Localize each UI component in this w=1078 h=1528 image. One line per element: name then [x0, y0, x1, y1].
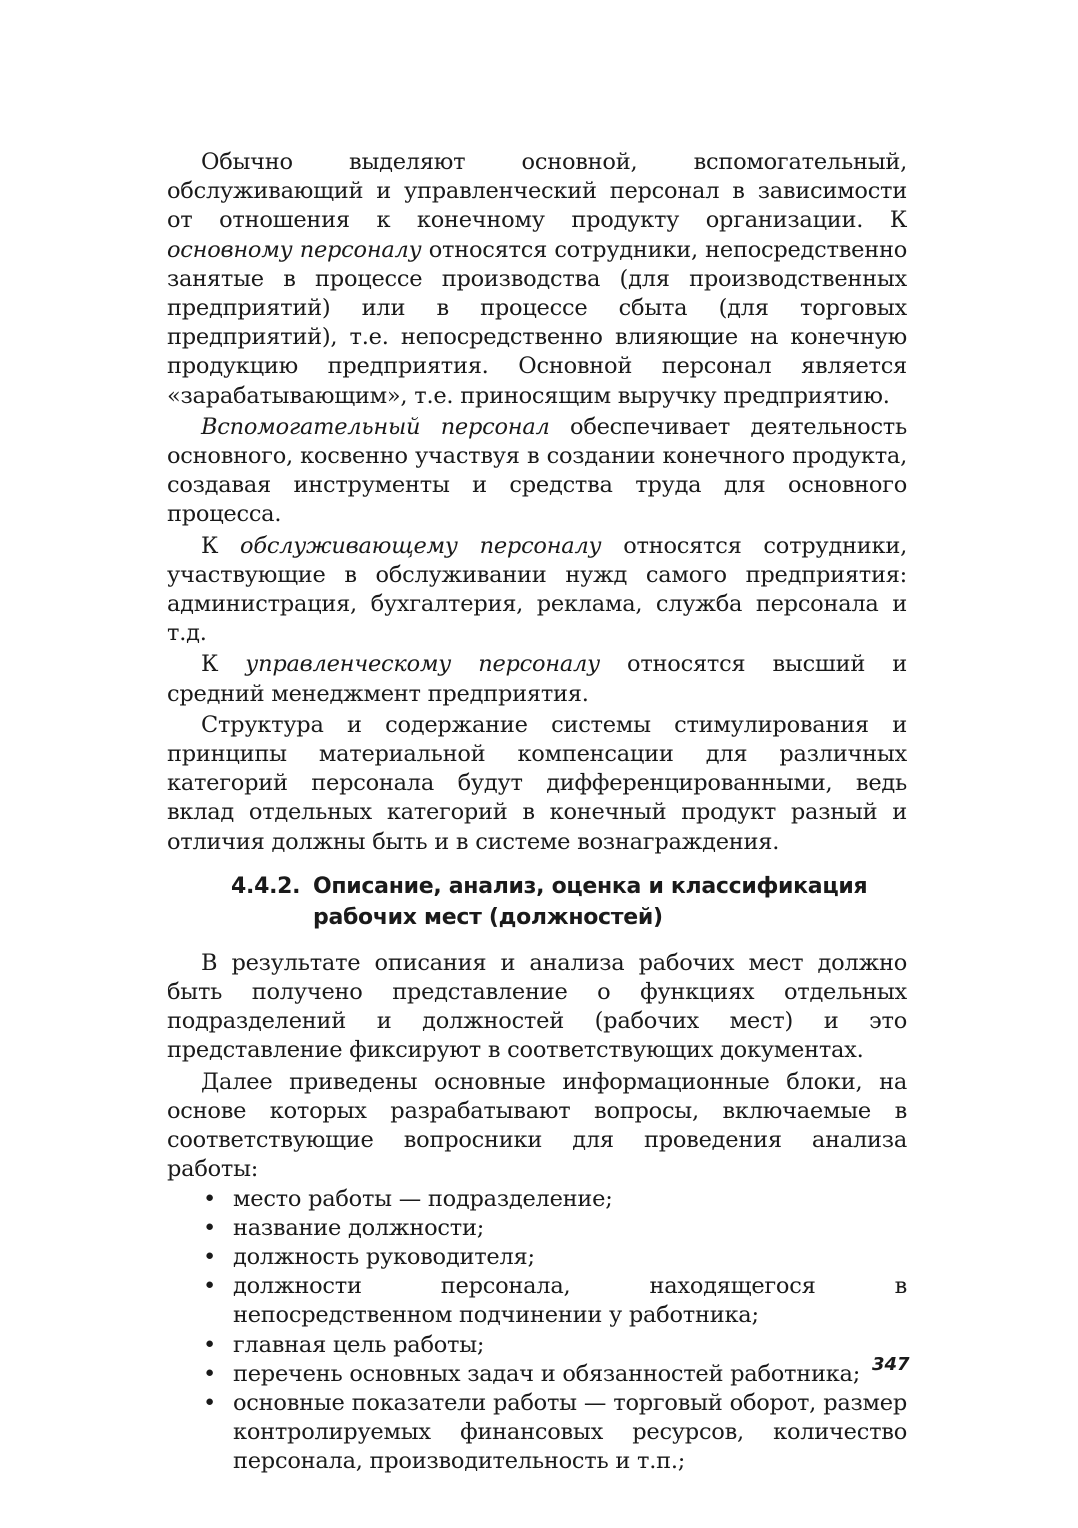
term-italic: основному персоналу [167, 236, 422, 263]
list-item [167, 1243, 907, 1272]
paragraphs-top [167, 148, 907, 857]
section-number: 4.4.2. [231, 873, 301, 899]
paragraph-text: относятся высший и средний менеджмент предприятия. [167, 651, 907, 707]
term-italic: управленческому персоналу [245, 651, 600, 678]
paragraph [167, 650, 907, 708]
bullet-icon: • [203, 1331, 217, 1358]
term-italic: обслуживающему персоналу [240, 532, 602, 559]
paragraph: Далее приведены основные информационные блоки, на основе которых разрабатывают вопросы, включаемые в соответствующие вопросники для проведения анализа работы: [167, 1068, 907, 1183]
paragraph-text: К [201, 532, 241, 559]
paragraph-text: относятся сотрудники, непосредственно занятые в процессе производства (для производственных предприятий) или в процессе сбыта (для торговых предприятий), т.е. непосредственно влияющие на конечную продукцию предприятия. Основной персонал является «зарабатывающим», т.е. приносящим выручку предприятию. [167, 236, 907, 409]
bullet-icon: • [203, 1389, 217, 1416]
list-item-text: место работы — подразделение; [233, 1185, 613, 1212]
paragraph [167, 532, 907, 649]
info-blocks-list [167, 1185, 907, 1477]
list-item-text: основные показатели работы — торговый оборот, размер контролируемых финансовых ресурсов, количество персонала, производительность и т.п.; [233, 1389, 907, 1475]
list-item [167, 1360, 907, 1389]
paragraph: В результате описания и анализа рабочих мест должно быть получено представление о функциях отдельных подразделений и должностей (рабочих мест) и это представление фиксируют в соответствующих документах. [167, 949, 907, 1064]
paragraph-text: Обычно выделяют основной, вспомогательный, обслуживающий и управленческий персонал в зависимости от отношения к конечному продукту организации. К [167, 149, 907, 234]
page-number: 347 [872, 1354, 910, 1375]
paragraph-text: Структура и содержание системы стимулирования и принципы материальной компенсации для различных категорий персонала будут дифференцированными, ведь вклад отдельных категорий в конечный продукт разный и отличия должны быть и в системе вознаграждения. [167, 711, 907, 855]
list-item-text: название должности; [233, 1214, 485, 1241]
page-body [167, 148, 907, 1477]
paragraph [167, 413, 907, 530]
list-item-text: должности персонала, находящегося в непосредственном подчинении у работника; [233, 1273, 907, 1329]
list-item [167, 1214, 907, 1243]
list-item [167, 1331, 907, 1360]
bullet-icon: • [203, 1273, 217, 1300]
paragraphs-bottom [167, 949, 907, 1185]
list-item [167, 1389, 907, 1477]
list-item-text: главная цель работы; [233, 1331, 485, 1358]
bullet-icon: • [203, 1243, 217, 1270]
list-item [167, 1185, 907, 1214]
term-italic: Вспомогательный персонал [201, 413, 550, 440]
list-item [167, 1272, 907, 1330]
paragraph [167, 711, 907, 857]
bullet-icon: • [203, 1360, 217, 1387]
list-item-text: должность руководителя; [233, 1243, 535, 1270]
paragraph-text: К [201, 651, 246, 678]
paragraph-text: относятся сотрудники, участвующие в обслуживании нужд самого предприятия: администрация, бухгалтерия, реклама, служба персонала и т.д. [167, 532, 907, 647]
section-heading [231, 871, 907, 933]
bullet-icon: • [203, 1185, 217, 1212]
paragraph [167, 148, 907, 411]
bullet-icon: • [203, 1214, 217, 1241]
section-title: Описание, анализ, оценка и классификация рабочих мест (должностей) [313, 873, 868, 930]
paragraph-text: обеспечивает деятельность основного, косвенно участвуя в создании конечного продукта, создавая инструменты и средства труда для основного процесса. [167, 413, 907, 528]
list-item-text: перечень основных задач и обязанностей работника; [233, 1360, 861, 1387]
